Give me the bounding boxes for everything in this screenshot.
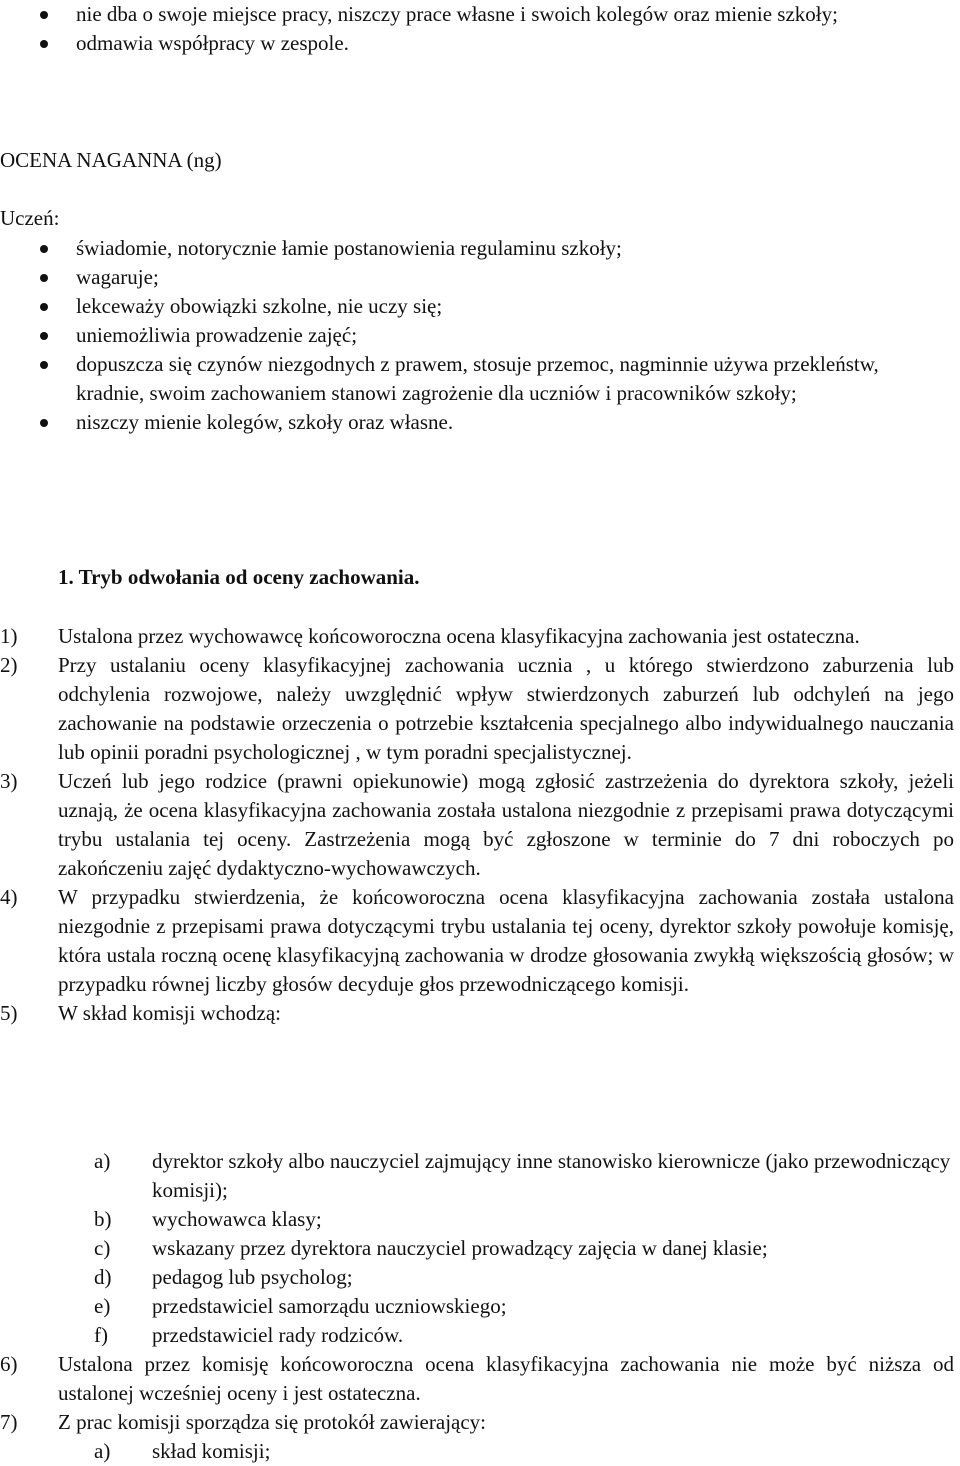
list-item (0, 1263, 960, 1292)
top-bullet-list (0, 0, 960, 58)
bullet-text: odmawia współpracy w zespole. (76, 31, 349, 55)
list-item (0, 1437, 960, 1466)
numbered-point (0, 999, 960, 1028)
item-letter: d) (94, 1265, 112, 1289)
item-text: pedagog lub psycholog; (152, 1265, 353, 1289)
bullet-text: niszczy mienie kolegów, szkoły oraz własne. (76, 410, 454, 434)
point-number: 7) (0, 1410, 18, 1434)
point-text: Z prac komisji sporządza się protokół zawierający: (58, 1410, 486, 1434)
points-list (0, 622, 960, 1028)
protocol-list (0, 1437, 960, 1466)
list-item (0, 263, 960, 292)
bullet-icon (40, 419, 48, 427)
bullet-text: świadomie, notorycznie łamie postanowienia regulaminu szkoły; (76, 236, 622, 260)
bullet-text: lekceważy obowiązki szkolne, nie uczy się; (76, 294, 443, 318)
item-letter: b) (94, 1207, 112, 1231)
numbered-point (0, 883, 960, 999)
bullet-icon (40, 332, 48, 340)
bullet-text: dopuszcza się czynów niezgodnych z prawem, stosuje przemoc, nagminnie używa przekleństw, kradnie, swoim zachowaniem stanowi zagrożenie dla uczniów i pracowników szkoły; (76, 352, 879, 405)
numbered-point (0, 1350, 960, 1408)
bullet-text: uniemożliwia prowadzenie zajęć; (76, 323, 358, 347)
point-number: 2) (0, 653, 18, 677)
item-letter: f) (94, 1323, 108, 1347)
list-item (0, 350, 960, 408)
point-number: 4) (0, 885, 18, 909)
point-text: Ustalona przez wychowawcę końcoworoczna ocena klasyfikacyjna zachowania jest ostateczna. (58, 624, 860, 648)
list-item (0, 1234, 960, 1263)
points-list-continued (0, 1350, 960, 1437)
point-number: 1) (0, 624, 18, 648)
student-label: Uczeń: (0, 206, 60, 230)
list-item (0, 234, 960, 263)
section-title: 1. Tryb odwołania od oceny zachowania. (58, 565, 420, 589)
point-number: 6) (0, 1352, 18, 1376)
numbered-point (0, 767, 960, 883)
list-item (0, 321, 960, 350)
numbered-point (0, 651, 960, 767)
list-item (0, 292, 960, 321)
list-item (0, 1321, 960, 1350)
numbered-point (0, 622, 960, 651)
list-item (0, 1147, 960, 1205)
item-text: dyrektor szkoły albo nauczyciel zajmujący inne stanowisko kierownicze (jako przewodniczący komisji); (152, 1149, 951, 1202)
list-item (0, 1205, 960, 1234)
item-text: skład komisji; (152, 1439, 271, 1463)
list-item (0, 29, 960, 58)
item-text: przedstawiciel samorządu uczniowskiego; (152, 1294, 507, 1318)
bullet-icon (40, 361, 48, 369)
point-text: Przy ustalaniu oceny klasyfikacyjnej zachowania ucznia , u którego stwierdzono zaburzenia lub odchylenia rozwojowe, należy uwzględnić wpływ stwierdzonych zaburzeń lub odchyleń na jego zachowanie na podstawie orzeczenia o potrzebie kształcenia specjalnego albo indywidualnego nauczania lub opinii poradni psychologicznej , w tym poradni specjalistycznej. (58, 653, 954, 764)
point-text: W przypadku stwierdzenia, że końcoworoczna ocena klasyfikacyjna zachowania została ustalona niezgodnie z przepisami prawa dotyczącymi trybu ustalania tej oceny, dyrektor szkoły powołuje komisję, która ustala roczną ocenę klasyfikacyjną zachowania w drodze głosowania zwykłą większością głosów; w przypadku równej liczby głosów decyduje głos przewodniczącego komisji. (58, 885, 954, 996)
item-letter: a) (94, 1439, 111, 1463)
ng-bullet-list (0, 234, 960, 437)
point-number: 3) (0, 769, 18, 793)
point-text: W skład komisji wchodzą: (58, 1001, 281, 1025)
list-item (0, 0, 960, 29)
committee-list (0, 1147, 960, 1350)
item-letter: a) (94, 1149, 111, 1173)
point-number: 5) (0, 1001, 18, 1025)
item-text: wskazany przez dyrektora nauczyciel prowadzący zajęcia w danej klasie; (152, 1236, 768, 1260)
item-letter: c) (94, 1236, 111, 1260)
bullet-icon (40, 40, 48, 48)
bullet-text: wagaruje; (76, 265, 159, 289)
bullet-icon (40, 11, 48, 19)
bullet-text: nie dba o swoje miejsce pracy, niszczy prace własne i swoich kolegów oraz mienie szkoły; (76, 2, 838, 26)
item-text: wychowawca klasy; (152, 1207, 322, 1231)
point-text: Ustalona przez komisję końcoworoczna ocena klasyfikacyjna zachowania nie może być niższa od ustalonej wcześniej oceny i jest ostateczna. (58, 1352, 954, 1405)
bullet-icon (40, 303, 48, 311)
item-text: przedstawiciel rady rodziców. (152, 1323, 404, 1347)
bullet-icon (40, 274, 48, 282)
list-item (0, 408, 960, 437)
bullet-icon (40, 245, 48, 253)
grade-heading: OCENA NAGANNA (ng) (0, 148, 222, 172)
numbered-point (0, 1408, 960, 1437)
point-text: Uczeń lub jego rodzice (prawni opiekunowie) mogą zgłosić zastrzeżenia do dyrektora szkoły, jeżeli uznają, że ocena klasyfikacyjna zachowania została ustalona niezgodnie z przepisami prawa dotyczącymi trybu ustalania tej oceny. Zastrzeżenia mogą być zgłoszone w terminie do 7 dni roboczych po zakończeniu zajęć dydaktyczno-wychowawczych. (58, 769, 954, 880)
item-letter: e) (94, 1294, 111, 1318)
list-item (0, 1292, 960, 1321)
